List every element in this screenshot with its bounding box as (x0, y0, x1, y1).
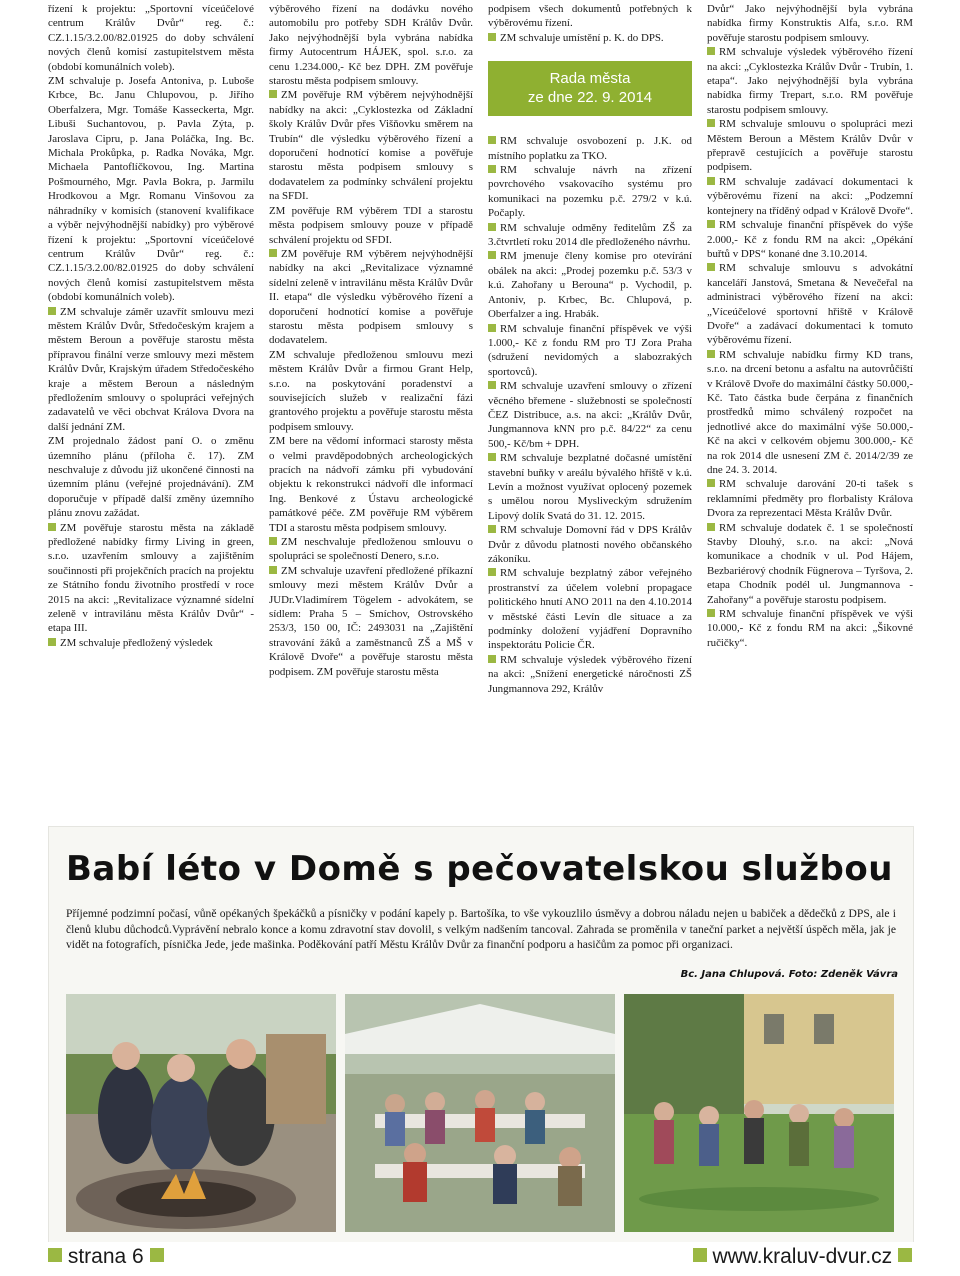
paragraph-text: RM schvaluje smlouvu o spolupráci mezi Městem Beroun a Městem Králův Dvůr v přepravě cestujících a pověřuje starostu podpisem. (707, 118, 913, 174)
paragraph (269, 348, 473, 434)
paragraph-text: ZM schvaluje záměr uzavřít smlouvu mezi městem Králův Dvůr, Středočeským krajem a městem Beroun a pověřuje starostu města přípravou finální verze smlouvy mezi městem Králův Dvůr, Krajským úřadem Středočeského kraje a městem Beroun a následným předložením smlouvy o spolupráci veřejných zadavatelů ve věci obchvat Králova Dvora na další jednání ZM. (48, 305, 254, 433)
rada-date: ze dne 22. 9. 2014 (527, 89, 653, 107)
paragraph-text: RM schvaluje nabídku firmy KD trans, s.r.o. na drcení betonu a asfaltu na autovrůčiští v Králově Dvoře do maximální částky 50.000,- Kč. Tato částka bude čerpána z finančních prostředků mimo schválený rozpočet na jednotlivé akce do maximální výše 50.000,- Kč na akci v celkovém objemu 300.000,- Kč na rok 2014 dle usnesení ZM č. 2014/2/39 ze dne 24. 3. 2014. (707, 348, 913, 476)
square-bullet-icon (488, 655, 496, 663)
paragraph (707, 117, 913, 175)
square-bullet-icon (48, 638, 56, 646)
paragraph (269, 88, 473, 203)
paragraph (488, 163, 692, 221)
square-bullet-icon (707, 350, 715, 358)
square-bullet-icon (488, 381, 496, 389)
paragraph-text: Dvůr“ Jako nejvýhodnější byla vybrána nabídka firmy Konstruktis Alfa, s.r.o. RM pověřuje starostu podpisem smlouvy. (707, 3, 913, 44)
paragraph-text: RM schvaluje odměny ředitelům ZŠ za 3.čtvrtletí roku 2014 dle předloženého návrhu. (488, 221, 692, 249)
paragraph-text: ZM schvaluje předloženou smlouvu mezi městem Králův Dvůr a firmou Grant Help, s.r.o. na poskytování poradenství a souvisejících služeb v realizační fázi grantového projektu a pověřuje starostu města podpisem smlouvy. (269, 348, 473, 433)
paragraph-text: ZM schvaluje uzavření předložené příkazní smlouvy mezi městem Králův Dvůr a JUDr.Vladimírem Tögelem - advokátem, se sídlem: Praha 5 – Smíchov, Ostrovského 253/3, 150 00, IČ: 2493031 na „Zajištění stravování žáků a zaměstnanců ZŠ a MŠ v Králově Dvoře“ a pověřuje starostu města podpisem. ZM pověřuje starostu města (269, 564, 473, 678)
paragraph-text: RM schvaluje uzavření smlouvy o zřízení věcného břemene - služebnosti se společností ČEZ Distribuce, a.s. na akci: „Králův Dvůr, Jungmannova kNN pro p.č. 84/22“ za cenu 500,- Kč/bm + DPH. (488, 380, 692, 450)
paragraph (269, 434, 473, 535)
paragraph-text: RM schvaluje smlouvu s advokátní kanceláří Janstová, Smetana & Nevečeřal na administraci výběrového řízení na akci: „Víceúčelové sportovní hřiště v Králově Dvoře“ a zadávací dokumentaci k tomuto výběrovému řízení. (707, 262, 913, 347)
paragraph (488, 566, 692, 652)
paragraph (488, 523, 692, 566)
paragraph-text: ZM neschvaluje předloženou smlouvu o spolupráci se společností Denero, s.r.o. (269, 536, 473, 563)
square-bullet-icon (488, 251, 496, 259)
footer-url (693, 1245, 912, 1269)
paragraph (707, 348, 913, 478)
square-bullet-icon (707, 47, 715, 55)
paragraph-text: RM schvaluje výsledek výběrového řízení na akci: „Cyklostezka Králův Dvůr - Trubín, 1. etapa“. Jako nejvýhodnější byla vybrána nabídka firmy Trepart, s.r.o. RM pověřuje starostu podpisem smlouvy. (707, 46, 913, 116)
paragraph (269, 564, 473, 679)
paragraph-text: RM jmenuje členy komise pro otevírání obálek na akci: „Prodej pozemku p.č. 53/3 v k.ú. Zahořany u Berouna“ p. Vychodil, p. Antoniv, p. Krbec, Bc. Chlupová, p. Oberfalzer a ing. Hrabák. (488, 250, 692, 321)
column-3-top (488, 2, 692, 45)
paragraph (269, 247, 473, 348)
column-3 (488, 2, 692, 822)
paragraph-text: RM schvaluje finanční příspěvek ve výši 1.000,- Kč z fondu RM pro TJ Zora Praha (sdružení nevidomých a slabozrakých sportovců). (488, 322, 692, 378)
paragraph (707, 175, 913, 218)
column-2 (269, 2, 473, 822)
paragraph-text: RM schvaluje bezplatné dočasné umístění stavební buňky v areálu bývalého hřiště v k.ú. Levín a možnost využívat oplocený pozemek s umělou norou Mysliveckým sdružením Lipový dolík Svatá do 31. 12. 2015. (488, 452, 692, 522)
paragraph (269, 2, 473, 88)
paragraph-text: RM schvaluje finanční příspěvek do výše 2.000,- Kč z fondu RM na akci: „Opékání buřtů v DPS“ konané dne 3.10.2014. (707, 219, 913, 260)
paragraph-text: ZM schvaluje umístění p. K. do DPS. (500, 31, 664, 44)
website-link[interactable]: www.kraluv-dvur.cz (712, 1245, 893, 1268)
square-bullet-icon (488, 324, 496, 332)
paragraph (488, 322, 692, 380)
paragraph (488, 653, 692, 696)
column-3-bottom (488, 134, 692, 696)
paragraph-text: ZM bere na vědomí informaci starosty města o velmi pravděpodobných archeologických pracích na nádvoří zámku při vybudování objektu k rekonstrukci nádvoří dle informací Ing. Benkové z Ústavu archeologické památkové péče. ZM pověřuje RM výběrem TDI a starostu města podpisem smlouvy. (269, 435, 473, 534)
paragraph (269, 535, 473, 564)
paragraph (48, 636, 254, 650)
paragraph (707, 477, 913, 520)
paragraph-text: RM schvaluje dodatek č. 1 se společností Stavby Dlouhý, s.r.o. na akci: „Nová komunikace a chodník v ul. Pod Hájem, Bezbariérový chodník Fügnerova – Tyršova, 2. etapa Chodník podél ul. Jungmannova - Zahořany“ a pověřuje starostu podpisem. (707, 521, 913, 606)
square-bullet-icon (707, 177, 715, 185)
paragraph (488, 2, 692, 31)
paragraph-text: RM schvaluje bezplatný zábor veřejného prostranství za účelem volební propagace politického hnutí ANO 2011 na den 4.10.2014 v městské části Levín dle situace a za podmínky doložení vyjádření Dopravního inspektorátu Policie ČR. (488, 567, 692, 652)
square-bullet-icon (488, 165, 496, 173)
paragraph-text: RM schvaluje finanční příspěvek ve výši 10.000,- Kč z fondu RM na akci: „Šikovné ručičky“. (707, 608, 913, 649)
footer-page (48, 1245, 164, 1269)
article-headline: Babí léto v Domě s pečovatelskou službou (66, 849, 893, 889)
square-bullet-icon (707, 119, 715, 127)
paragraph (48, 434, 254, 520)
paragraph (488, 31, 692, 45)
square-bullet-icon (269, 566, 277, 574)
paragraph (488, 134, 692, 163)
square-bullet-icon (269, 537, 277, 545)
paragraph (488, 379, 692, 451)
square-bullet-icon (707, 523, 715, 531)
paragraph (488, 221, 692, 250)
page-footer (0, 1242, 960, 1276)
article-lead: Příjemné podzimní počasí, vůně opékaných špekáčků a písničky v podání kapely p. Bartošíka, to vše vykouzlilo úsměvy a dobrou náladu nejen u babiček a dědečků z DPS, ale i členů klubu důchodců.Vyprávění nebralo konce a komu zdravotní stav dovolil, s velkým nadšením tancoval. Zahrada se proměnila v taneční parket a největší úspěch měla, jak je vidět na fotografích, písnička Jede, jede mašinka. Poděkování patří Městu Králův Dvůr za finanční podporu a hasičům za pomoc při organizaci. (66, 907, 896, 951)
paragraph (707, 261, 913, 347)
page-number: strana 6 (67, 1245, 144, 1268)
paragraph (707, 218, 913, 261)
paragraph-text: RM schvaluje osvobození p. J.K. od místního poplatku za TKO. (488, 135, 692, 162)
paragraph (488, 249, 692, 321)
paragraph-text: RM schvaluje Domovní řád v DPS Králův Dvůr z důvodu platnosti nového občanského zákoníku. (488, 524, 692, 565)
paragraph-text: ZM pověřuje RM výběrem TDI a starostu města podpisem smlouvy pouze v případě schválení projektu od SFDI. (269, 204, 473, 246)
paragraph (269, 204, 473, 247)
paragraph (48, 305, 254, 435)
paragraph-text: RM schvaluje návrh na zřízení povrchového vsakovacího systému pro komunikaci na pozemku p.č. 279/2 v k.ú. Počaply. (488, 164, 692, 220)
paragraph-text: RM schvaluje výsledek výběrového řízení na akci: „Snížení energetické náročnosti ZŠ Jungmannova 292, Králův (488, 653, 692, 695)
square-bullet-icon (707, 609, 715, 617)
square-bullet-icon (488, 223, 496, 231)
square-bullet-icon (269, 249, 277, 257)
paragraph-text: řízení k projektu: „Sportovní víceúčelové centrum Králův Dvůr“ reg. č.: CZ.1.15/3.2.00/82.01925 do doby schválení nových členů komisí zastupitelstvem města (období komunálních voleb). (48, 3, 254, 73)
paragraph (707, 2, 913, 45)
paragraph (48, 2, 254, 74)
photo-campfire (66, 994, 336, 1232)
paragraph-text: RM schvaluje darování 20-ti tašek s reklamními předměty pro florbalisty Králova Dvora za reprezentaci Města Králův Dvůr. (707, 478, 913, 520)
paragraph-text: ZM pověřuje starostu města na základě předložené nabídky firmy Living in green, s.r.o. uzavřením smlouvy a zajištěním součinnosti při projekčních pracích na projektu ze Státního fondu životního prostředí v roce 2015 na akci: „Revitalizace významné sídelní zeleně v intravilánu města Králův Dvůr“ - etapa III. (48, 521, 254, 635)
square-bullet-icon (488, 568, 496, 576)
paragraph (707, 45, 913, 117)
square-bullet-icon (269, 90, 277, 98)
paragraph-text: RM schvaluje zadávací dokumentaci k výběrovému řízení na akci: „Podzemní kontejnery na tříděný odpad v Králově Dvoře“. (707, 175, 913, 217)
column-1 (48, 2, 254, 822)
square-bullet-icon (693, 1248, 707, 1262)
photo-dancing-train (624, 994, 894, 1232)
rada-title: Rada města (549, 70, 631, 88)
square-bullet-icon (150, 1248, 164, 1262)
paragraph (707, 607, 913, 650)
paragraph-text: ZM schvaluje předložený výsledek (60, 636, 213, 649)
column-4 (707, 2, 913, 822)
square-bullet-icon (707, 220, 715, 228)
square-bullet-icon (707, 479, 715, 487)
paragraph-text: ZM projednalo žádost paní O. o změnu územního plánu (příloha č. 17). ZM neschvaluje z důvodu již ukončené činnosti na územním plánu (veřejné projednávání). ZM doporučuje v případě další změny územního plánu znovu zažádat. (48, 435, 254, 520)
square-bullet-icon (488, 33, 496, 41)
rada-mesta-box (488, 61, 692, 116)
square-bullet-icon (48, 1248, 62, 1262)
square-bullet-icon (488, 453, 496, 461)
photo-garden-tables (345, 994, 615, 1232)
paragraph-text: podpisem všech dokumentů potřebných k výběrovému řízení. (488, 3, 692, 30)
square-bullet-icon (488, 525, 496, 533)
paragraph (48, 521, 254, 636)
paragraph (707, 521, 913, 607)
square-bullet-icon (707, 263, 715, 271)
paragraph-text: ZM pověřuje RM výběrem nejvýhodnější nabídky na akci: „Cyklostezka od Základní školy Králův Dvůr přes Višňovku směrem na Trubín“ dle výsledku výběrového řízení a doporučení hodnotící komise a pověřuje starostu města podpisem smlouvy s dodavatelem za podmínky schválení projektu na SFDI. (269, 89, 473, 203)
paragraph-text: ZM schvaluje p. Josefa Antoniva, p. Luboše Krbce, Bc. Janu Chlupovou, p. Jiřího Oberfalzera, Mgr. Tomáše Kasseckerta, Mgr. Libuši Suchantovou, p. Pavla Zýta, p. Jaroslava Cipru, p. Jana Poláčka, Ing. Bc. Michala Prokůpka, p. Radka Nováka, Mgr. Michaela Pantoflíčkovou, Ing. Martina Pošmourného, Mgr. Pavla Bokra, p. Jarmilu Hrodkovou a Mgr. Romanu Vinšovou za náhradníky v komisích (stanovení kvalifikace a výběr nejvýhodnější nabídky) pro výběrové řízení k projektu: „Sportovní víceúčelové centrum Králův Dvůr“ reg. č.: CZ.1.15/3.2.00/82.01925 do doby schválení nových členů komisí zastupitelstvem města (období komunálních voleb). (48, 75, 254, 304)
photo-credit: Bc. Jana Chlupová. Foto: Zdeněk Vávra (680, 969, 898, 980)
paragraph-text: ZM pověřuje RM výběrem nejvýhodnější nabídky na akci „Revitalizace významné sídelní zeleně v intravilánu města Králův Dvůr II. etapa“ dle výsledku výběrového řízení a doporučení hodnotící komise a pověřuje starostu města podpisem smlouvy s dodavatelem. (269, 247, 473, 347)
paragraph (488, 451, 692, 523)
square-bullet-icon (48, 307, 56, 315)
square-bullet-icon (898, 1248, 912, 1262)
square-bullet-icon (488, 136, 496, 144)
paragraph (48, 74, 254, 305)
square-bullet-icon (48, 523, 56, 531)
paragraph-text: výběrového řízení na dodávku nového automobilu pro potřeby SDH Králův Dvůr. Jako nejvýhodnější byla vybrána nabídka firmy Autocentrum HÁJEK, spol. s.r.o. za cenu 1.234.000,- Kč bez DPH. ZM pověřuje starostu města podpisem smlouvy. (269, 3, 473, 88)
